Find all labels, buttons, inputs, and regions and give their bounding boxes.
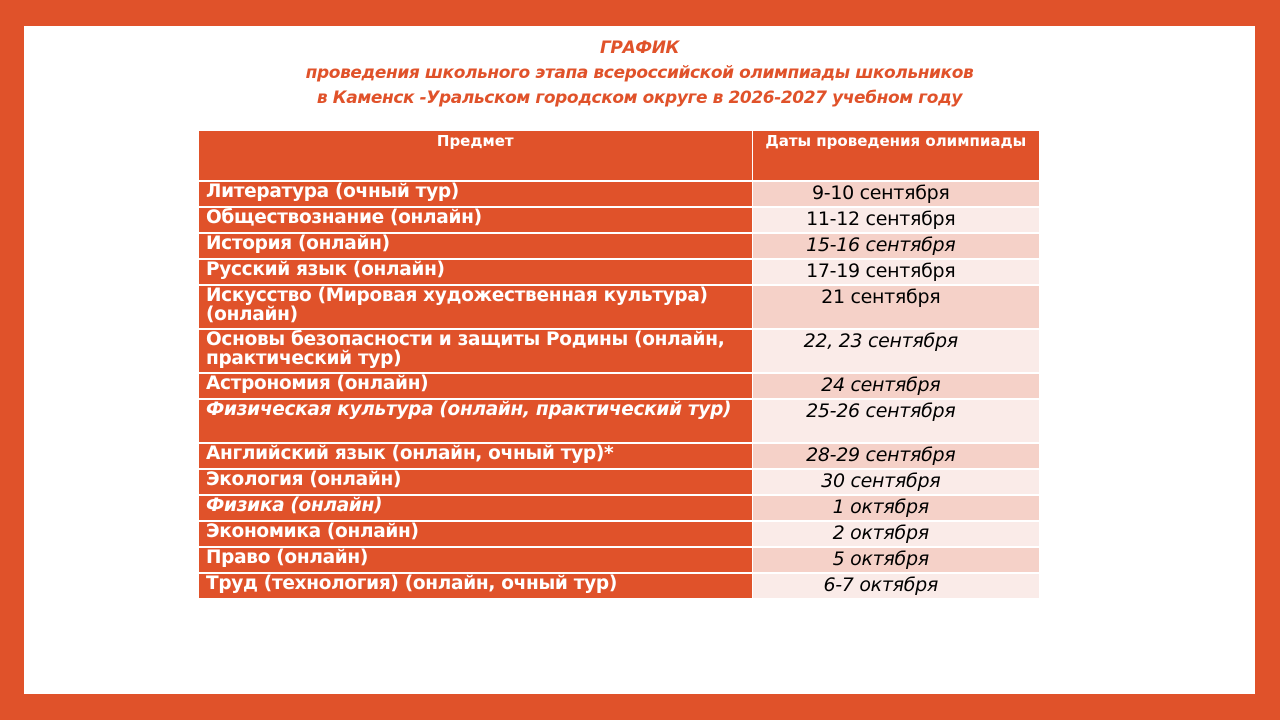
header-subject: Предмет <box>199 131 752 181</box>
subject-cell: Обществознание (онлайн) <box>199 207 752 233</box>
header-dates: Даты проведения олимпиады <box>752 131 1039 181</box>
date-cell: 6-7 октября <box>752 573 1039 598</box>
subject-cell: История (онлайн) <box>199 233 752 259</box>
date-cell: 24 сентября <box>752 373 1039 399</box>
title-line-1: ГРАФИК <box>599 38 680 58</box>
slide-title <box>24 36 1255 111</box>
subject-cell: Литература (очный тур) <box>199 181 752 207</box>
table-header-row <box>199 131 1039 181</box>
table-row <box>199 495 1039 521</box>
title-line-2: проведения школьного этапа всероссийской олимпиады школьников <box>305 63 974 83</box>
table-body <box>199 181 1039 598</box>
slide <box>24 26 1255 694</box>
date-cell: 25-26 сентября <box>752 399 1039 443</box>
subject-cell: Право (онлайн) <box>199 547 752 573</box>
table-row <box>199 573 1039 598</box>
date-cell: 9-10 сентября <box>752 181 1039 207</box>
date-cell: 17-19 сентября <box>752 259 1039 285</box>
date-cell: 2 октября <box>752 521 1039 547</box>
table-row <box>199 285 1039 329</box>
subject-cell: Экология (онлайн) <box>199 469 752 495</box>
subject-cell: Искусство (Мировая художественная культура) (онлайн) <box>199 285 752 329</box>
table-row <box>199 399 1039 443</box>
table-row <box>199 181 1039 207</box>
subject-cell: Русский язык (онлайн) <box>199 259 752 285</box>
subject-cell: Экономика (онлайн) <box>199 521 752 547</box>
subject-cell: Физика (онлайн) <box>199 495 752 521</box>
title-line-3: в Каменск -Уральском городском округе в 2026-2027 учебном году <box>316 88 963 108</box>
date-cell: 30 сентября <box>752 469 1039 495</box>
subject-cell: Английский язык (онлайн, очный тур)* <box>199 443 752 469</box>
table-row <box>199 521 1039 547</box>
schedule-table <box>199 131 1039 598</box>
table-row <box>199 373 1039 399</box>
date-cell: 1 октября <box>752 495 1039 521</box>
table-row <box>199 469 1039 495</box>
subject-cell: Основы безопасности и защиты Родины (онлайн, практический тур) <box>199 329 752 373</box>
table-row <box>199 329 1039 373</box>
subject-cell: Труд (технология) (онлайн, очный тур) <box>199 573 752 598</box>
date-cell: 5 октября <box>752 547 1039 573</box>
date-cell: 22, 23 сентября <box>752 329 1039 373</box>
table-row <box>199 207 1039 233</box>
table-row <box>199 443 1039 469</box>
subject-cell: Астрономия (онлайн) <box>199 373 752 399</box>
table-row <box>199 259 1039 285</box>
table-row <box>199 547 1039 573</box>
date-cell: 28-29 сентября <box>752 443 1039 469</box>
subject-cell: Физическая культура (онлайн, практический тур) <box>199 399 752 443</box>
table-row <box>199 233 1039 259</box>
date-cell: 11-12 сентября <box>752 207 1039 233</box>
date-cell: 21 сентября <box>752 285 1039 329</box>
date-cell: 15-16 сентября <box>752 233 1039 259</box>
